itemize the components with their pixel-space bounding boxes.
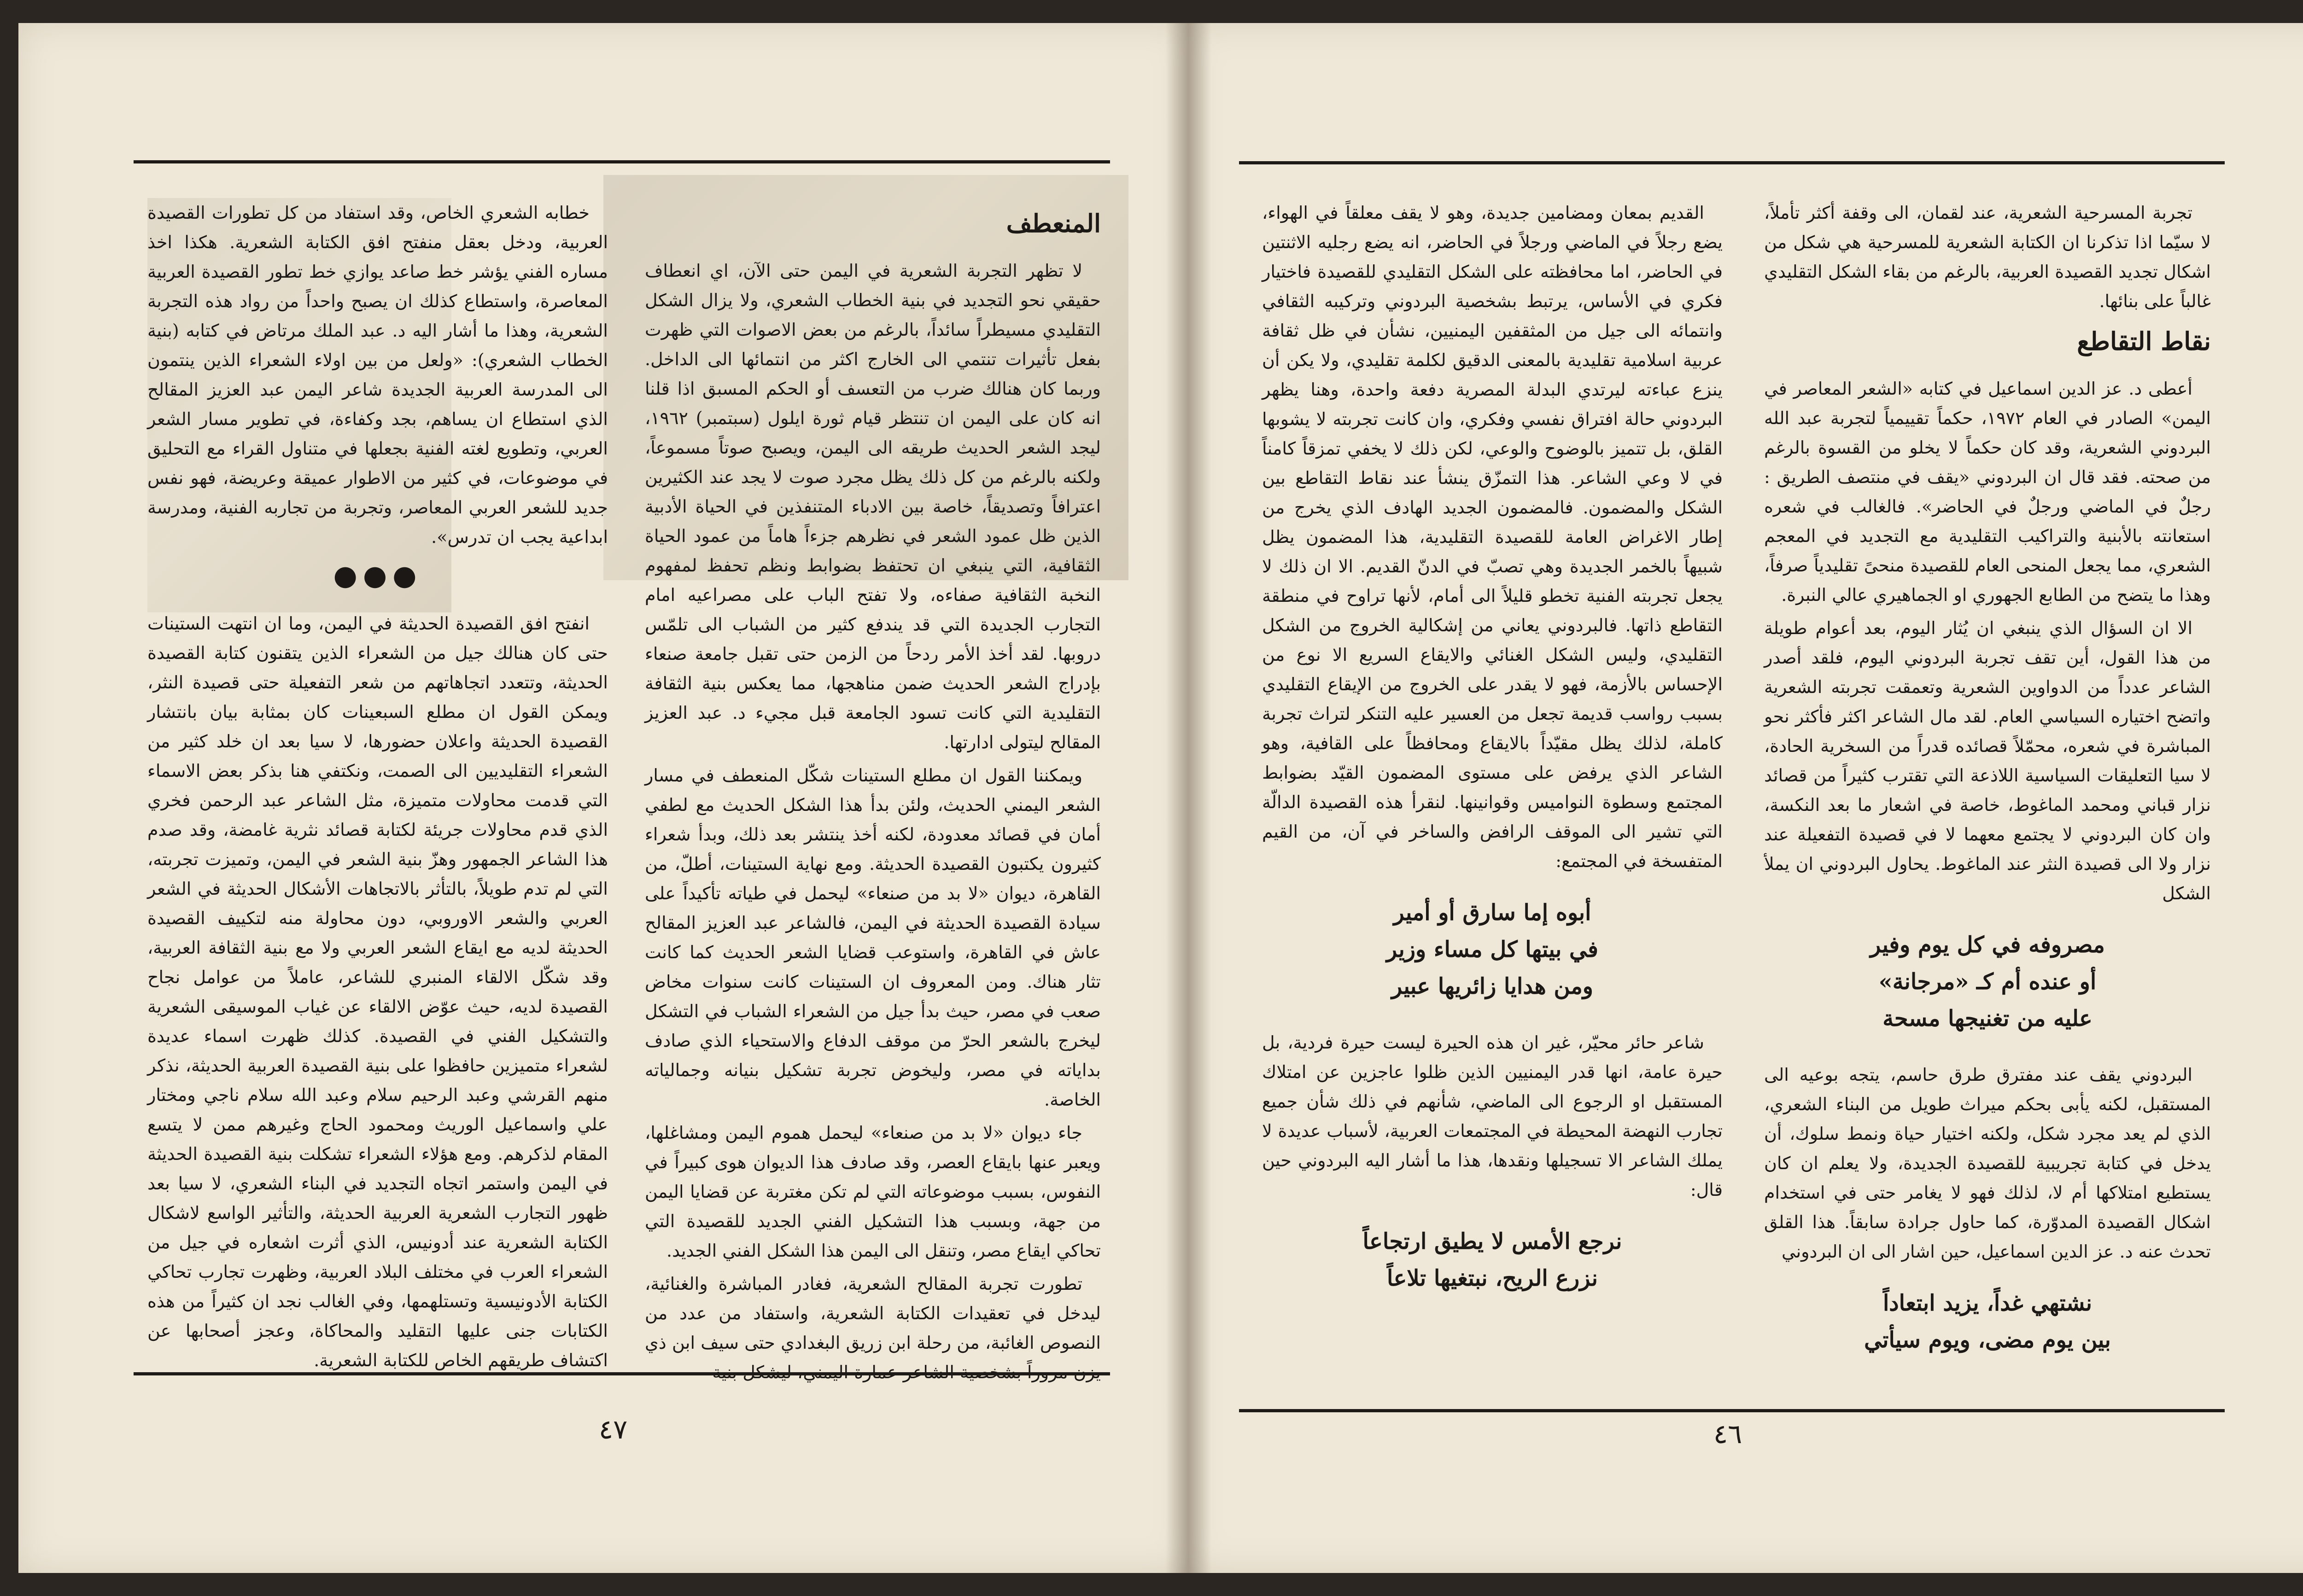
page-number: ٤٧ (599, 1414, 628, 1445)
paragraph: تطورت تجربة المقالح الشعرية، فغادر المباشرة والغنائية، ليدخل في تعقيدات الكتابة الشعرية، واستفاد من عدد من النصوص الغائبة، من رحلة ابن زريق البغدادي حتى سيف ابن ذي (645, 1274, 1101, 1353)
left-page (18, 23, 1188, 1573)
poem-excerpt (1262, 1223, 1723, 1297)
page-number: ٤٦ (1713, 1418, 1742, 1450)
paragraph: القديم بمعان ومضامين جديدة، وهو لا يقف معلقاً في الهواء، يضع رجلاً في الماضي ورجلاً في الحاضر، انه يضع رجليه الاثنتين في الحاضر، اما محافظته على الشكل التقليدي للقصيدة فاختيار فكري في الأساس، يرتبط بشخصية البردوني وتركيبه الثقافي وانتمائه الى جيل من المثقفين اليمنيين، نشأن في ظل ثقافة عربية اسلامية تقليدية بالمعنى الدقيق لكلمة تقليدي، ولا يكن أن ينزع عباءته ليرتدي البدلة المصرية دفعة واحدة، وهنا يظهر البردوني حالة افتراق نفسي وفكري، وان كانت تجربته لا يشوبها القلق، بل تتميز بالوضوح والوعي، لكن ذلك لا يخفي تمزقاً كامناً في لا وعي الشاعر. هذا التمزّق ينشأ عند نقاط التقاطع بين الشكل والمضمون. فالمضمون الجديد الهادف الذي يخرج من إطار الاغراض العامة للقصيدة التقليدية، هذا المضمون يظل شبيهاً بالخمر الجديدة وهي تصبّ في الدنّ القديم. الا ان ذلك لا يجعل تجربته الفنية تخطو قليلاً الى أمام، لأنها تراوح في منطقة التقاطع ذاتها. فالبردوني يعاني من إشكالية الخروج من الشكل التقليدي، وليس الشكل الغنائي والايقاع السريع الا نوع من الإحساس بالأزمة، فهو لا يقدر على الخروج من الإيقاع التقليدي بسبب رواسب قديمة تجعل من العسير عليه التنكر لتراث تجربة كاملة، لذلك يظل مقيّداً بالايقاع ومحافظاً على القافية، وهو الشاعر الذي يرفض على مستوى المضمون القيّد بضوابط المجتمع وسطوة النواميس وقوانينها. لنقرأ هذه القصيدة الدالّة التي تشير الى الموقف الرافض والساخر في آن، من القيم المتفسخة في المجتمع: (1262, 203, 1723, 871)
poem-line: عليه من تغنيجها مسحة (1882, 1006, 2093, 1031)
poem-excerpt (1764, 926, 2211, 1037)
section-divider: ●●● (333, 559, 422, 592)
poem-line: أو عنده أم كـ «مرجانة» (1878, 969, 2097, 995)
paragraph: الا ان السؤال الذي ينبغي ان يُثار اليوم، بعد أعوام طويلة من هذا القول، أين تقف تجربة البردوني اليوم، فلقد أصدر الشاعر عدداً من الدواوين الشعرية وتعمقت تجربته الشعرية واتضح اختياره السياسي العام. لقد مال الشاعر اكثر فأكثر نحو المباشرة في شعره، محمّلاً قصائده قدراً من السخرية الحادة، لا سيا التعليقات السياسية اللاذعة التي تقترب كثيراً من قصائد نزار قباني ومحمد الماغوط، خاصة في اشعار ما بعد النكسة، وان كان البردوني لا يجتمع معهما لا في قصيدة التفعيلة عند نزار ولا الى قصيدة النثر عند الماغوط. يحاول البردوني ان يملأ الشكل (1764, 618, 2211, 903)
paragraph: شاعر حائر محيّر، غير ان هذه الحيرة ليست حيرة فردية، بل حيرة عامة، انها قدر اليمنيين الذين ظلوا عاجزين عن امتلاك المستقبل او الرجوع الى الماضي، شأنهم في ذلك شأن جميع تجارب النهضة المحيطة في المجتمعات العربية، لأسباب عديدة لا يملك الشاعر الا تسجيلها ونقدها، هذا ما أشار اليه البردوني حين قال: (1262, 1032, 1723, 1200)
poem-line: مصروفه في كل يوم وفير (1870, 932, 2105, 958)
section-heading: المنعطف (1006, 209, 1101, 238)
paragraph: انفتح افق القصيدة الحديثة في اليمن، وما ان انتهت الستينات حتى كان هنالك جيل من الشعراء الذين يتقنون كتابة القصيدة الحديثة، وتتعدد اتجاهاتهم من شعر التفعيلة حتى قصيدة النثر، ويمكن القول ان مطلع السبعينات كان بمثابة بيان بانتشار القصيدة الحديثة واعلان حضورها، لا سيا بعد ان خلد كثير من الشعراء التقليديين الى الصمت، ونكتفي هنا بذكر بعض الاسماء التي قدمت محاولات متميزة، مثل الشاعر عبد الرحمن فخري الذي قدم محاولات جريئة لكتابة قصائد نثرية غامضة، وقد صدم هذا الشاعر الجمهور وهزّ بنية الشعر في اليمن، وتميزت تجربته، التي لم تدم طويلاً، بالتأثر بالاتجاهات الأشكال الحديثة في الشعر العربي والشعر الاوروبي، دون محاولة منه لتكييف القصيدة الحديثة لديه مع ايقاع الشعر العربي ولا مع بنية الثقافة العربية، وقد شكّل الالقاء المنبري للشاعر، عاملاً من عوامل نجاح القصيدة لديه، حيث عوّض الالقاء عن غياب الموسيقى الشعرية والتشكيل الفني في القصيدة. كذلك ظهرت اسماء عديدة لشعراء متميزين حافظوا على بنية القصيدة العربية الحديثة، نذكر منهم القرشي وعبد الرحيم سلام وعبد الله سلام ناجي ومختار علي واسماعيل الوريث ومحمود الحاج وغيرهم ممن لا يتسع المقام لذكرهم. ومع هؤلاء الشعراء تشكلت بنية القصيدة الحديثة في اليمن واستمر اتجاه التجديد في البناء الشعري، لا سيا بعد ظهور التجارب الشعرية العربية الحديثة، والتأثير الواسع لاشكال الكتابة الشعرية عند أدونيس، الذي أثرت اشعاره في جيل من الشعراء العرب في مختلف البلاد العربية، وظهرت تجارب تحاكي الكتابة الأدونيسية وتستلهمها، وفي الغالب نجد ان كثيراً من هذه الكتابات جنى عليها التقليد والمحاكاة، وعجز أصحابها عن اكتشاف طريقهم الخاص للكتابة الشعرية. (147, 613, 608, 1370)
paragraph: تجربة المسرحية الشعرية، عند لقمان، الى وقفة أكثر تأملاً، لا سيّما اذا تذكرنا ان الكتابة الشعرية للمسرحية هي شكل من اشكال تجديد القصيدة العربية، بالرغم من بقاء الشكل التقليدي غالباً على بنائها. (1764, 203, 2211, 311)
paragraph: جاء ديوان «لا بد من صنعاء» ليحمل هموم اليمن ومشاغلها، ويعبر عنها بايقاع العصر، وقد صادف هذا الديوان هوى كبيراً في النفوس، بسبب موضوعاته التي لم تكن مغتربة عن قضايا اليمن من جهة، وبسبب هذا التشكيل الفني الجديد للقصيدة التي تحاكي ايقاع مصر، وتنقل الى اليمن هذا الشكل الفني الجديد. (645, 1123, 1101, 1261)
poem-line: ومن هدايا زائريها عبير (1391, 973, 1593, 999)
bottom-rule (134, 1372, 1110, 1375)
left-page-left-column (147, 198, 608, 1379)
right-page-left-column (1262, 198, 1723, 1320)
poem-line: في بيتها كل مساء وزير (1386, 937, 1598, 962)
poem-line: نشتهي غداً، يزيد ابتعاداً (1882, 1290, 2093, 1316)
poem-line: نرجع الأمس لا يطيق ارتجاعاً (1362, 1229, 1622, 1254)
bottom-rule (1239, 1409, 2225, 1412)
left-page-right-column (645, 198, 1101, 1391)
paragraph: لا تظهر التجربة الشعرية في اليمن حتى الآن، اي انعطاف حقيقي نحو التجديد في بنية الخطاب الشعري، ولا يزال الشكل التقليدي مسيطراً سائداً، بالرغم من بعض الاصوات التي ظهرت بفعل تأثيرات تنتمي الى الخارج اكثر من انتمائها الى الداخل. وربما كان هنالك ضرب من التعسف أو الحكم المسبق اذا قلنا انه كان على اليمن ان تنتظر قيام ثورة ايلول (سبتمبر) ١٩٦٢، ليجد الشعر الحديث طريقه الى اليمن، ويصبح صوتاً مسموعاً، ولكنه بالرغم من كل ذلك يظل مجرد صوت لا يجد عند الكثيرين اعترافاً وتصديقاً، خاصة بين الادباء المتنفذين في الحياة الأدبية الذين ظل عمود الشعر في نظرهم جزءاً هاماً من عمود الحياة الثقافية، التي ينبغي ان تحتفظ بضوابط ونظم تحفظ لمفهوم النخبة الثقافية صفاءه، ولا تفتح الباب على مصراعيه امام التجارب الجديدة التي قد يندفع كثير من الشباب الى تلمّس دروبها. لقد أخذ الأمر ردحاً من الزمن حتى تقبل جامعة صنعاء بإدراج الشعر الحديث ضمن مناهجها، مما يعكس بنية الثقافة التقليدية التي كانت تسود الجامعة قبل مجيء د. عبد العزيز المقالح ليتولى ادارتها. (645, 261, 1101, 752)
top-rule (1239, 161, 2225, 164)
poem-excerpt (1262, 894, 1723, 1005)
paragraph: خطابه الشعري الخاص، وقد استفاد من كل تطورات القصيدة العربية، ودخل بعقل منفتح افق الكتابة الشعرية. هكذا اخذ مساره الفني يؤشر خط صاعد يوازي خط تطور القصيدة العربية المعاصرة، واستطاع كذلك ان يصبح واحداً من رواد هذه التجربة الشعرية، وهذا ما أشار اليه د. عبد الملك مرتاض في كتابه (بنية الخطاب الشعري): «ولعل من بين اولاء الشعراء الذين ينتمون الى المدرسة العربية الجديدة شاعر اليمن عبد العزيز المقالح الذي استطاع ان يساهم، بجد وكفاءة، في تطوير مسار الشعر العربي، وتطويع لغته الفنية بجعلها في متناول القراء مع التحليق في موضوعات، في كثير من الاطوار عميقة وعريضة، فهو نفس جديد للشعر العربي المعاصر، وتجربة من تجاربه الفنية، ومدرسة ابداعية يجب ان تدرس». (147, 203, 608, 547)
paragraph: أعطى د. عز الدين اسماعيل في كتابه «الشعر المعاصر في اليمن» الصادر في العام ١٩٧٢، حكماً تقييمياً لتجربة عبد الله البردوني الشعرية، وقد كان حكماً لا يخلو من القسوة بالرغم من صحته. فقد قال ان البردوني «يقف في منتصف الطريق : رجلٌ في الماضي ورجلٌ في الحاضر». فالغالب في شعره استعانته بالأبنية والتراكيب التقليدية مع التجديد في المعجم الشعري، مما يجعل المنحى العام للقصيدة منحىً تقليدياً صرفاً، وهذا ما يتضح من الطابع الجهوري او الجماهيري عالي النبرة. (1764, 379, 2211, 605)
poem-excerpt (1764, 1285, 2211, 1358)
poem-line: نزرع الريح، نبتغيها تلاعاً (1386, 1265, 1598, 1291)
book-spread (18, 23, 2303, 1573)
poem-line: أبوه إما سارق أو أمير (1393, 900, 1591, 926)
paragraph: البردوني يقف عند مفترق طرق حاسم، يتجه بوعيه الى المستقبل، لكنه يأبى بحكم ميراث طويل من البناء الشعري، الذي لم يعد مجرد شكل، ولكنه اختيار حياة ونمط سلوك، أن يدخل في كتابة تجريبية للقصيدة الجديدة، ولا يعلم ان كان يستطيع امتلاكها أم لا، لذلك فهو لا يغامر حتى في استخدام اشكال القصيدة المدوّرة، كما حاول جرادة سابقاً. هذا القلق تحدث عنه د. عز الدين اسماعيل، حين اشار الى ان البردوني (1764, 1065, 2211, 1262)
section-heading: نقاط التقاطع (2077, 326, 2211, 356)
right-page-right-column (1764, 198, 2211, 1381)
right-page (1188, 23, 2303, 1573)
paragraph: ويمكننا القول ان مطلع الستينات شكّل المنعطف في مسار الشعر اليمني الحديث، ولئن بدأ هذا الشكل الحديث مع لطفي أمان في قصائد معدودة، لكنه أخذ ينتشر بعد ذلك، وبدأ شعراء كثيرون يكتبون القصيدة الحديثة. ومع نهاية الستينات، أطلّ، من القاهرة، ديوان «لا بد من صنعاء» ليحمل في طياته تأكيداً على سيادة القصيدة الحديثة في اليمن، فالشاعر عبد العزيز المقالح عاش في القاهرة، واستوعب قضايا الشعر الحديث كما كانت تثار هناك. ومن المعروف ان الستينات كانت سنوات مخاض صعب في مصر، حيث بدأ جيل من الشعراء الشباب في التشكل ليخرج بالشعر الحرّ من موقف الدفاع والاستحياء الذي صادف بداياته في مصر، وليخوض تجربة تشكيل بنيانه وجمالياته الخاصة. (645, 765, 1101, 1110)
poem-line: بين يوم مضى، ويوم سيأتي (1864, 1327, 2111, 1353)
book-gutter (1165, 23, 1211, 1573)
top-rule (134, 160, 1110, 163)
